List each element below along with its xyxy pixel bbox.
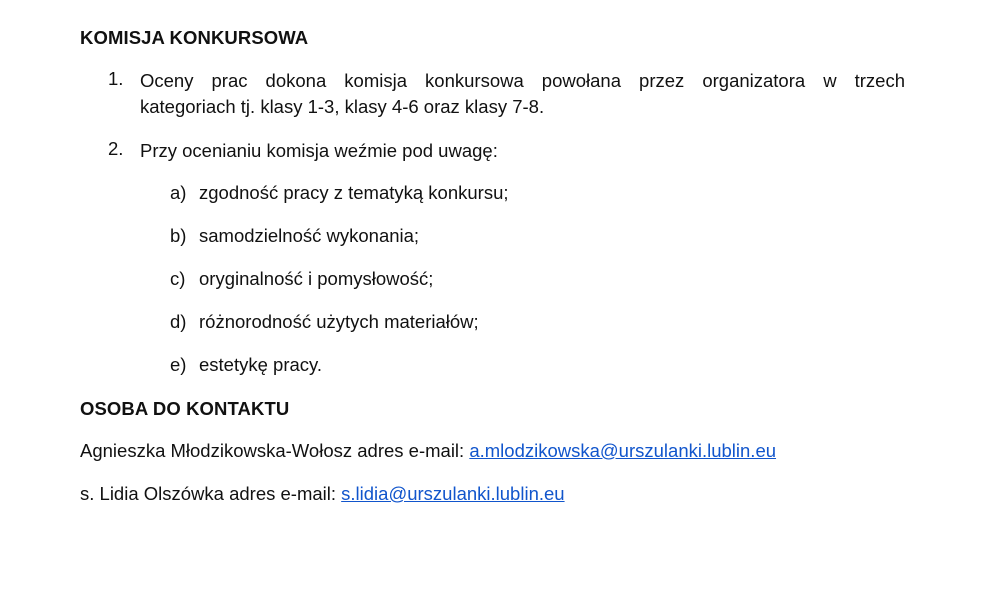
sub-item-text: estetykę pracy.	[199, 354, 323, 375]
list-marker: c)	[170, 268, 186, 289]
numbered-item-1	[108, 68, 905, 120]
sub-item-a	[170, 180, 509, 206]
contact-label: Agnieszka Młodzikowska-Wołosz adres e-mail:	[80, 440, 470, 461]
section-heading-commission: KOMISJA KONKURSOWA	[80, 27, 309, 48]
list-marker: 1.	[108, 68, 124, 89]
list-marker: d)	[170, 311, 187, 332]
section-heading-contact: OSOBA DO KONTAKTU	[80, 398, 290, 419]
numbered-item-text: Przy ocenianiu komisja weźmie pod uwagę:	[140, 140, 498, 161]
sub-item-text: zgodność pracy z tematyką konkursu;	[199, 182, 509, 203]
sub-item-e	[170, 352, 322, 378]
numbered-item-text	[140, 68, 905, 120]
sub-item-b	[170, 223, 419, 249]
list-marker: 2.	[108, 138, 124, 159]
sub-item-c	[170, 266, 433, 292]
numbered-item-text-line: Oceny prac dokona komisja konkursowa powołana przez organizatora w trzech	[140, 70, 905, 91]
sub-item-d	[170, 309, 479, 335]
contact-label: s. Lidia Olszówka adres e-mail:	[80, 483, 342, 504]
sub-item-text: samodzielność wykonania;	[199, 225, 420, 246]
contact-line	[80, 481, 565, 507]
sub-item-text: oryginalność i pomysłowość;	[199, 268, 434, 289]
contact-line	[80, 438, 776, 464]
numbered-item-text-line: kategoriach tj. klasy 1-3, klasy 4-6 oraz klasy 7-8.	[140, 96, 545, 117]
list-marker: a)	[170, 182, 187, 203]
numbered-item-2	[108, 138, 905, 164]
email-link[interactable]: a.mlodzikowska@urszulanki.lublin.eu	[469, 440, 777, 461]
list-marker: b)	[170, 225, 187, 246]
email-link[interactable]: s.lidia@urszulanki.lublin.eu	[341, 483, 565, 504]
sub-item-text: różnorodność użytych materiałów;	[199, 311, 479, 332]
list-marker: e)	[170, 354, 187, 375]
